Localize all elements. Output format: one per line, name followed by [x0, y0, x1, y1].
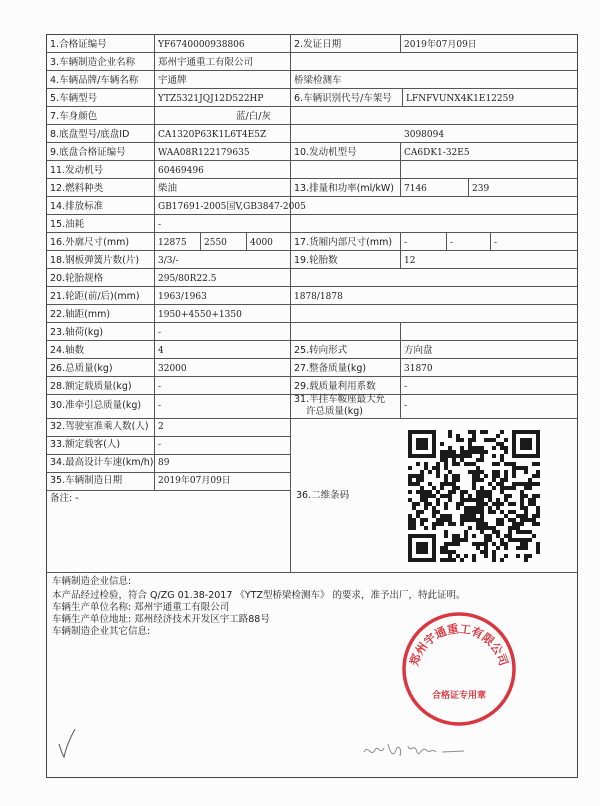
svg-text:合格证专用章: 合格证专用章	[431, 691, 487, 701]
qr-code-image	[408, 430, 540, 562]
value-load-coefficient: -	[404, 382, 408, 392]
value-model: YTZ5321JQJ12D522HP	[158, 94, 264, 104]
label-curb-mass: 27.整备质量(kg)	[294, 363, 367, 374]
label-rated-load: 28.额定载质量(kg)	[50, 381, 132, 392]
value-steering: 方向盘	[404, 345, 433, 356]
value-chassis-id: 3098094	[404, 130, 445, 140]
value-fuel-consumption: -	[158, 220, 162, 230]
label-rated-passengers: 33.额定载客(人)	[50, 439, 121, 450]
label-tire-spec: 20.轮胎规格	[50, 273, 104, 284]
label-max-speed: 34.最高设计车速(km/h)	[50, 457, 154, 468]
label-load-coefficient: 29.载质量利用系数	[294, 381, 376, 392]
value-rated-load: -	[158, 382, 162, 392]
label-model: 5.车辆型号	[50, 93, 98, 104]
label-2d-barcode: 36.二维条码	[296, 490, 350, 501]
label-engine-number: 11.发动机号	[50, 165, 104, 176]
value-height: 4000	[250, 238, 273, 248]
label-engine-model: 10.发动机型号	[294, 147, 357, 158]
label-chassis-model: 8.底盘型号/底盘ID	[50, 129, 130, 140]
value-cab-seats: 2	[158, 422, 164, 432]
value-certificate-number: YF6740000938806	[158, 40, 245, 50]
value-saddle-mass: -	[404, 401, 408, 411]
value-cargo-height: -	[494, 238, 498, 248]
label-cab-seats: 32.驾驶室准乘人数(人)	[50, 421, 149, 432]
label-outer-dimensions: 16.外廓尺寸(mm)	[50, 237, 130, 248]
value-axle-count: 4	[158, 346, 164, 356]
producer-name-line: 车辆生产单位名称: 郑州宇通重工有限公司	[52, 602, 230, 613]
value-max-speed: 89	[158, 458, 170, 468]
value-cargo-length: -	[404, 238, 408, 248]
value-towing-mass: -	[158, 401, 162, 411]
value-tire-spec: 295/80R22.5	[158, 274, 217, 284]
inspection-statement: 本产品经过检验，符合 Q/ZG 01.38-2017 《YTZ型桥梁检测车》 的要求，准予出厂，特此证明。	[52, 590, 466, 601]
value-chassis-model: CA1320P63K1L6T4E5Z	[158, 130, 267, 140]
label-brand-name: 4.车辆品牌/车辆名称	[50, 75, 139, 86]
label-gross-mass: 26.总质量(kg)	[50, 363, 113, 374]
value-power: 239	[472, 184, 490, 194]
producer-address-line: 车辆生产单位地址: 郑州经济技术开发区宇工路88号	[52, 614, 270, 625]
value-engine-number: 60469496	[158, 166, 204, 176]
value-body-color: 蓝/白/灰	[236, 111, 271, 122]
value-manufacture-date: 2019年07月09日	[158, 476, 231, 486]
value-vin: LFNFVUNX4K1E12259	[406, 94, 515, 104]
label-axle-load: 23.轴荷(kg)	[50, 327, 104, 338]
value-rated-passengers: -	[158, 440, 162, 450]
value-leaf-springs: 3/3/-	[158, 256, 179, 266]
value-displacement: 7146	[404, 184, 427, 194]
label-chassis-cert: 9.底盘合格证编号	[50, 147, 126, 158]
remarks: 备注: -	[50, 493, 79, 504]
check-mark-icon	[56, 728, 76, 758]
handwritten-signature	[362, 738, 466, 764]
value-manufacturer: 郑州宇通重工有限公司	[158, 57, 254, 68]
value-emission-standard: GB17691-2005国V,GB3847-2005	[158, 202, 306, 212]
label-fuel-type: 12.燃料种类	[50, 183, 104, 194]
label-manufacturer: 3.车辆制造企业名称	[50, 57, 136, 68]
label-leaf-springs: 18.钢板弹簧片数(片)	[50, 255, 140, 266]
value-wheelbase: 1950+4550+1350	[158, 310, 242, 320]
other-info-line: 车辆制造企业其它信息:	[52, 626, 151, 637]
value-vehicle-name: 桥梁检测车	[294, 75, 342, 86]
value-fuel-type: 柴油	[158, 183, 178, 194]
label-emission-standard: 14.排放标准	[50, 201, 104, 212]
label-certificate-number: 1.合格证编号	[50, 39, 107, 50]
value-issue-date: 2019年07月09日	[404, 40, 477, 50]
value-track-rear: 1878/1878	[294, 292, 343, 302]
value-chassis-cert: WAA08R122179635	[158, 148, 250, 158]
value-tire-count: 12	[404, 256, 416, 266]
value-gross-mass: 32000	[158, 364, 187, 374]
label-steering: 25.转向形式	[294, 345, 348, 356]
value-track-front: 1963/1963	[158, 292, 207, 302]
manufacturer-info-heading: 车辆制造企业信息:	[52, 576, 132, 587]
label-wheelbase: 22.轴距(mm)	[50, 309, 111, 320]
value-engine-model: CA6DK1-32E5	[404, 148, 470, 158]
value-brand: 宇通牌	[158, 75, 187, 86]
label-tire-count: 19.轮胎数	[294, 255, 338, 266]
label-issue-date: 2.发证日期	[294, 39, 342, 50]
value-cargo-width: -	[450, 238, 454, 248]
label-vin: 6.车辆识别代号/车架号	[294, 93, 392, 104]
label-body-color: 7.车身颜色	[50, 111, 98, 122]
value-curb-mass: 31870	[404, 364, 433, 374]
svg-text:郑州宇通重工有限公司: 郑州宇通重工有限公司	[407, 621, 511, 668]
value-length: 12875	[158, 238, 187, 248]
label-saddle-mass: 31.半挂车鞍座最大允 许总质量(kg)	[294, 394, 386, 417]
label-towing-mass: 30.准牵引总质量(kg)	[50, 400, 142, 411]
value-axle-load: -	[158, 328, 162, 338]
label-fuel-consumption: 15.油耗	[50, 219, 85, 230]
value-width: 2550	[204, 238, 227, 248]
official-seal-stamp	[400, 610, 518, 728]
label-manufacture-date: 35.车辆制造日期	[50, 475, 123, 486]
label-displacement-power: 13.排量和功率(ml/kW)	[294, 183, 395, 194]
label-track: 21.轮距(前/后)(mm)	[50, 291, 140, 302]
label-cargo-dimensions: 17.货厢内部尺寸(mm)	[294, 237, 393, 248]
label-axle-count: 24.轴数	[50, 345, 85, 356]
